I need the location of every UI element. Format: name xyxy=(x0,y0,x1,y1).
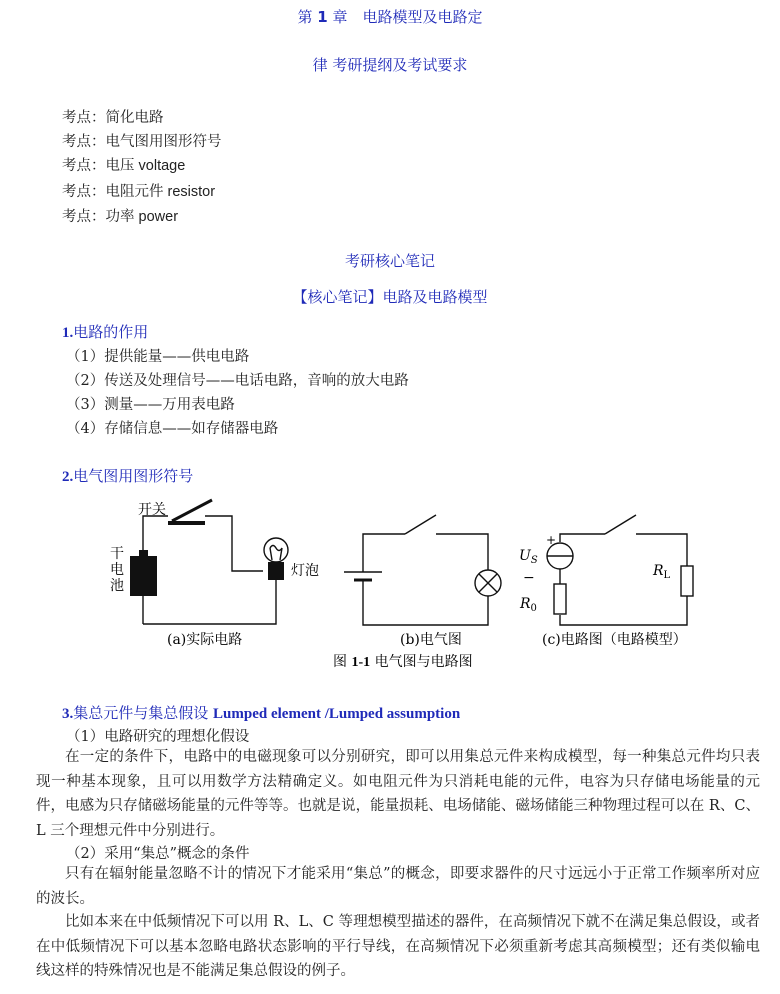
caption-a: (a)实际电路 xyxy=(167,632,243,648)
wire xyxy=(143,516,168,552)
circuit-figure xyxy=(0,492,780,677)
switch-blade xyxy=(405,515,436,534)
source-label: $U_S$ xyxy=(519,548,538,566)
minus-sign: − xyxy=(523,570,535,586)
plus-sign: + xyxy=(546,533,557,547)
chapter-title xyxy=(0,6,780,27)
battery-body xyxy=(130,556,157,596)
battery-label: 电 xyxy=(110,562,124,578)
resistor-r0 xyxy=(554,584,566,614)
wire xyxy=(143,580,276,624)
wire xyxy=(205,516,263,571)
figure-caption: 图 1-1 电气图与电路图 xyxy=(333,654,473,670)
chapter-label: 第 xyxy=(297,8,313,26)
kaodian-item: 考点：电阻元件 resistor xyxy=(62,184,216,200)
r0-label: $R_0$ xyxy=(520,596,537,614)
section-2-heading: 2.电气图用图形符号 xyxy=(62,467,194,485)
resistor-rl xyxy=(681,566,693,596)
notes-subtitle: 【核心笔记】电路及电路模型 xyxy=(292,288,488,306)
battery-label: 池 xyxy=(110,578,124,594)
rl-label: $R_L$ xyxy=(653,563,671,581)
notes-title: 考研核心笔记 xyxy=(344,252,435,270)
bulb-base xyxy=(268,562,284,580)
chapter-number: 1 xyxy=(317,8,328,26)
kaodian-item: 考点：功率 power xyxy=(62,209,179,225)
kaodian-item: 考点：电压 voltage xyxy=(62,158,186,174)
chapter-title-line2: 律 考研提纲及考试要求 xyxy=(312,56,468,74)
wire xyxy=(560,596,687,625)
list-item: （1）提供能量——供电电路 xyxy=(66,349,250,365)
subheading: （2）采用“集总”概念的条件 xyxy=(66,846,250,862)
bulb-label: 灯泡 xyxy=(291,563,319,579)
switch-label: 开关 xyxy=(138,502,166,518)
kaodian-item: 考点：电气图用图形符号 xyxy=(62,134,222,150)
section-3-heading: 3.集总元件与集总假设 Lumped element /Lumped assumption xyxy=(62,704,461,722)
caption-c: (c)电路图（电路模型） xyxy=(542,632,687,648)
bulb-filament xyxy=(270,546,282,551)
paragraph: 比如本来在中低频情况下可以用 R、L、C 等理想模型描述的器件，在高频情况下就不在满足集总假设，或者在中低频情况下可以基本忽略电路状态影响的平行导线，在高频情况下必须重新考虑其高频模型；还有类似输电线这样的特殊情况也是不能满足集总假设的例子。 xyxy=(36,914,760,979)
chapter-rest: 章 电路模型及电路定 xyxy=(332,8,483,26)
paragraph: 在一定的条件下，电路中的电磁现象可以分别研究，即可以用集总元件来构成模型，每一种集总元件均只表现一种基本现象，且可以用数学方法精确定义。如电阻元件为只消耗电能的元件，电容为只存储电场能量的元件，电感为只存储磁场能量的元件等等。也就是说，能量损耗、电场储能、磁场储能三种物理过程可以在 R、C、L 三个理想元件中分别进行。 xyxy=(36,749,760,839)
caption-b: (b)电气图 xyxy=(400,632,462,648)
switch-blade xyxy=(605,515,636,534)
wire xyxy=(363,534,405,572)
list-item: （3）测量——万用表电路 xyxy=(66,397,235,413)
section-1-heading: 1.电路的作用 xyxy=(62,323,149,341)
wire xyxy=(560,534,605,542)
list-item: （2）传送及处理信号——电话电路，音响的放大电路 xyxy=(66,373,409,389)
paragraph: 只有在辐射能量忽略不计的情况下才能采用“集总”的概念，即要求器件的尺寸远远小于正常工作频率所对应的波长。 xyxy=(36,866,760,907)
subheading: （1）电路研究的理想化假设 xyxy=(66,729,250,745)
kaodian-item: 考点：简化电路 xyxy=(62,110,164,126)
battery-label: 干 xyxy=(110,546,124,562)
wire xyxy=(436,534,488,570)
bulb-glass xyxy=(264,538,288,562)
wire xyxy=(636,534,687,566)
wire xyxy=(363,580,488,625)
list-item: （4）存储信息——如存储器电路 xyxy=(66,421,279,437)
switch-lever xyxy=(172,500,212,521)
